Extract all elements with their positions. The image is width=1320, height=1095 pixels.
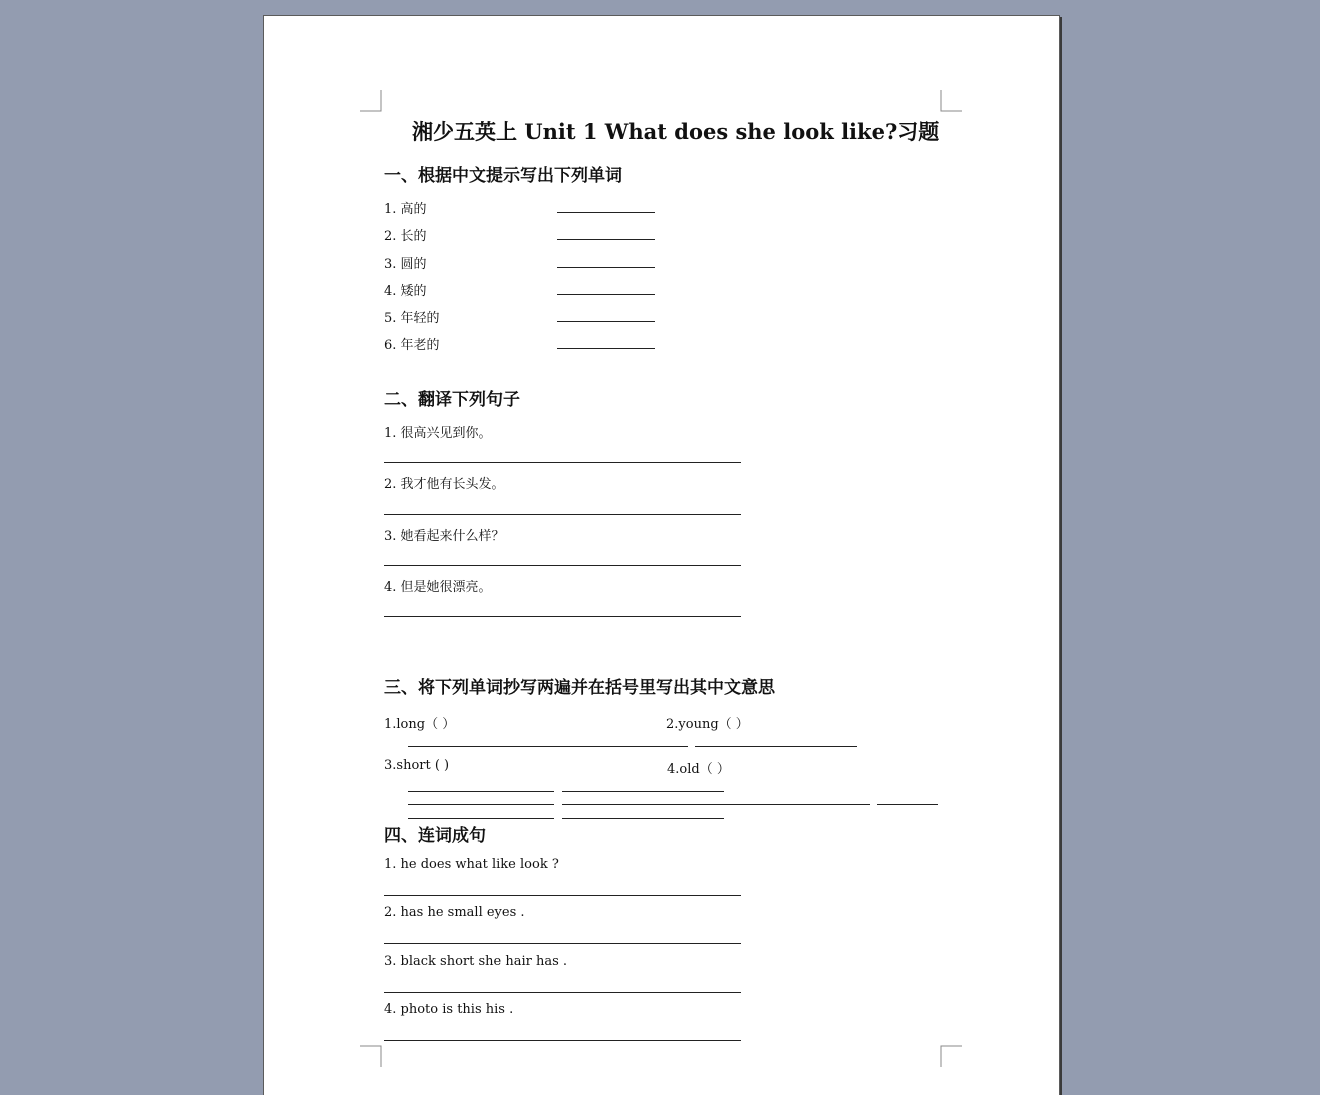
answer-line[interactable] [557, 348, 655, 349]
section-1-heading: 一、根据中文提示写出下列单词 [384, 166, 622, 186]
margin-corner-top-right [940, 90, 962, 112]
section-3-item: 3.short ( ) [384, 758, 450, 773]
section-1-item: 3. 圆的 [384, 257, 427, 272]
answer-line[interactable] [384, 943, 741, 944]
section-4-item: 1. he does what like look ? [384, 857, 559, 872]
answer-line[interactable] [557, 239, 655, 240]
copy-line[interactable] [562, 818, 724, 819]
answer-line[interactable] [384, 992, 741, 993]
copy-line[interactable] [408, 818, 554, 819]
section-4-item: 3. black short she hair has . [384, 954, 568, 969]
section-2-item: 1. 很高兴见到你。 [384, 426, 492, 441]
section-4-heading: 四、连词成句 [384, 826, 486, 846]
section-4-item: 4. photo is this his . [384, 1002, 514, 1017]
document-page [263, 15, 1060, 1095]
answer-line[interactable] [384, 895, 741, 896]
answer-line[interactable] [557, 321, 655, 322]
answer-line[interactable] [557, 267, 655, 268]
copy-line[interactable] [408, 746, 688, 747]
section-3-item: 2.young（ ） [666, 717, 749, 732]
copy-line[interactable] [562, 791, 724, 792]
answer-line[interactable] [384, 616, 741, 617]
answer-line[interactable] [557, 294, 655, 295]
section-3-item: 4.old（ ） [667, 762, 730, 777]
section-2-item: 2. 我才他有长头发。 [384, 477, 505, 492]
section-2-heading: 二、翻译下列句子 [384, 390, 520, 410]
answer-line[interactable] [384, 565, 741, 566]
answer-line[interactable] [384, 514, 741, 515]
margin-corner-bottom-left [360, 1045, 382, 1067]
answer-line[interactable] [384, 1040, 741, 1041]
section-4-item: 2. has he small eyes . [384, 905, 525, 920]
section-1-item: 5. 年轻的 [384, 311, 440, 326]
copy-line[interactable] [695, 746, 857, 747]
copy-line[interactable] [408, 791, 554, 792]
section-3-heading: 三、将下列单词抄写两遍并在括号里写出其中文意思 [384, 678, 775, 698]
copy-line[interactable] [408, 804, 554, 805]
margin-corner-top-left [360, 90, 382, 112]
copy-line[interactable] [877, 804, 938, 805]
section-1-item: 1. 高的 [384, 202, 427, 217]
section-1-item: 6. 年老的 [384, 338, 440, 353]
document-title: 湘少五英上 Unit 1 What does she look like?习题 [412, 119, 940, 144]
section-3-item: 1.long（ ） [384, 717, 456, 732]
answer-line[interactable] [557, 212, 655, 213]
section-1-item: 2. 长的 [384, 229, 427, 244]
copy-line[interactable] [562, 804, 870, 805]
section-2-item: 4. 但是她很漂亮。 [384, 580, 492, 595]
section-2-item: 3. 她看起来什么样？ [384, 529, 505, 544]
section-1-item: 4. 矮的 [384, 284, 427, 299]
answer-line[interactable] [384, 462, 741, 463]
margin-corner-bottom-right [940, 1045, 962, 1067]
